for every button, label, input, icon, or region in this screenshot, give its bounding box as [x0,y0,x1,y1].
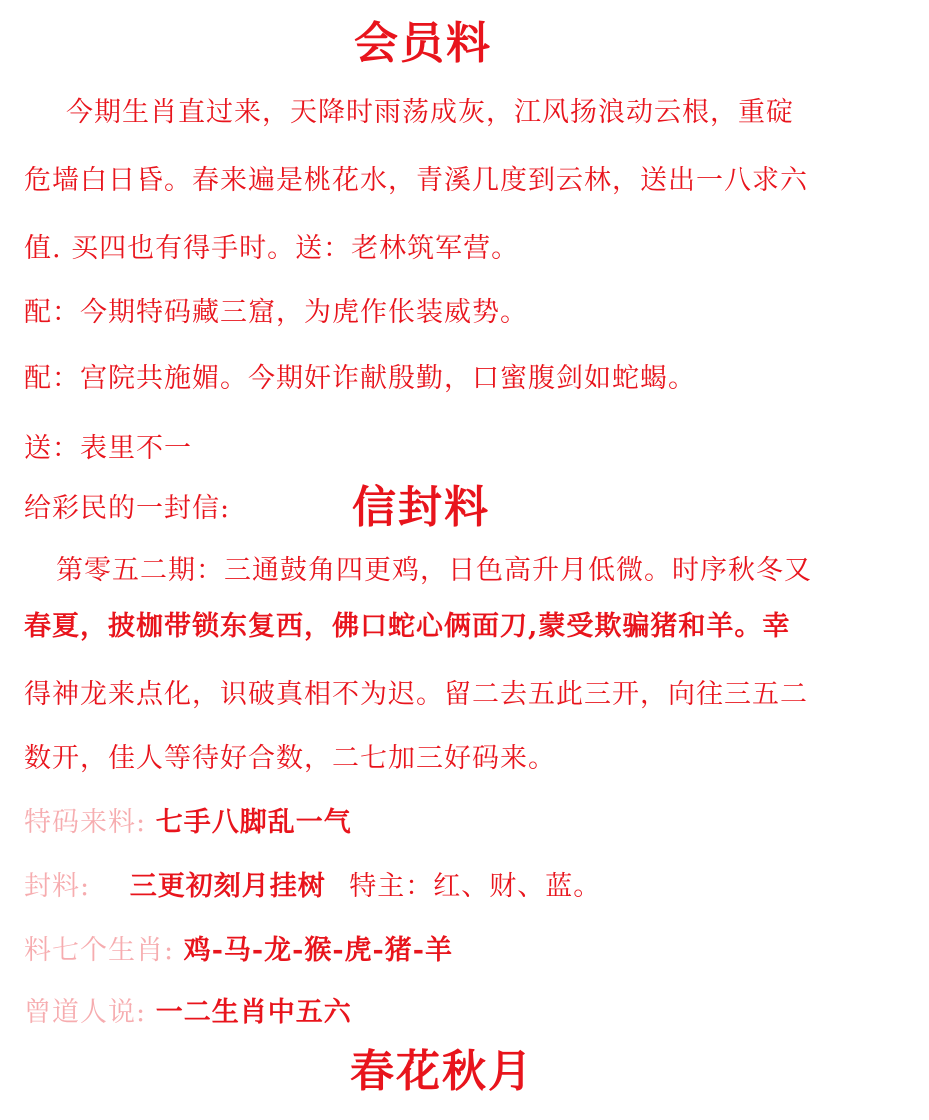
letter-line-2: 春夏，披枷带锁东复西，佛口蛇心俩面刀,蒙受欺骗猪和羊。幸 [24,611,791,642]
song-line: 送：表里不一 [24,433,192,464]
special-code-value: 七手八脚乱一气 [155,807,352,838]
pei-line-2: 配：宫院共施媚。今期奸诈献殷勤，口蜜腹剑如蛇蝎。 [24,363,696,394]
letter-line-3: 得神龙来点化，识破真相不为迟。留二去五此三开，向往三五二 [24,679,808,710]
letter-line-4: 数开，佳人等待好合数，二七加三好码来。 [24,743,556,774]
poem-line-3: 值. 买四也有得手时。送：老林筑军营。 [24,233,520,264]
pei-line-1: 配：今期特码藏三窟，为虎作伥装威势。 [24,297,528,328]
zeng-says-value: 一二生肖中五六 [155,997,352,1028]
special-code-row [24,806,915,840]
zodiac-value: 鸡-马-龙-猴-虎-猪-羊 [183,935,453,966]
envelope-material-value: 三更初刻月挂树 [129,871,326,902]
envelope-material-extra: 特主：红、财、蓝。 [349,871,602,902]
envelope-material-label: 封料: [24,871,91,902]
zeng-says-label: 曾道人说: [24,997,147,1028]
member-material-title: 会员料 [354,18,492,69]
letter-material-title: 信封料 [352,482,490,533]
zeng-says-row [24,996,915,1030]
envelope-material-row [24,870,915,904]
special-code-label: 特码来料: [24,807,147,838]
zodiac-label: 料七个生肖: [24,935,175,966]
zodiac-row [24,934,915,968]
spring-flower-title: 春花秋月 [350,1046,534,1097]
letter-line-1: 第零五二期：三通鼓角四更鸡，日色高升月低微。时序秋冬又 [56,555,812,586]
poem-line-1: 今期生肖直过来，天降时雨荡成灰，江风扬浪动云根，重碇 [66,97,794,128]
letter-intro: 给彩民的一封信: [24,493,231,524]
poem-line-2: 危墙白日昏。春来遍是桃花水，青溪几度到云林，送出一八求六 [24,165,808,196]
